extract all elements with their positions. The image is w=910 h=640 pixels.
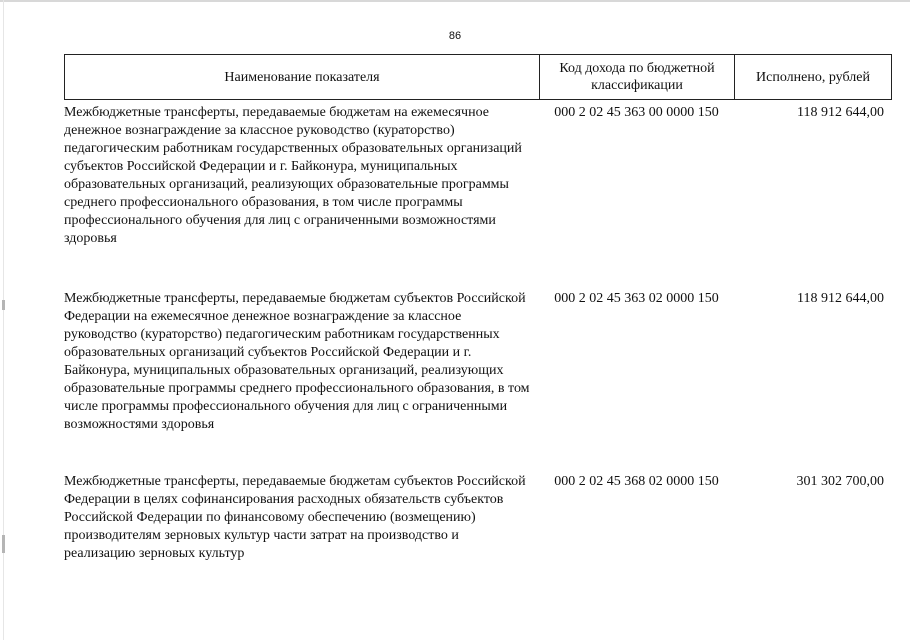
header-name: Наименование показателя <box>65 55 540 99</box>
row-name: Межбюджетные трансферты, передаваемые бюджетам субъектов Российской Федерации на ежемесячное денежное вознаграждение за классное руководство (кураторство) педагогическим работникам государственных образовательных организаций субъектов Российской Федерации и г. Байконура, муниципальных образовательных организаций, реализующих образовательные программы среднего профессионального образования, в том числе программы профессионального обучения для лиц с ограниченными возможностями здоровья <box>64 291 530 432</box>
scan-mark <box>2 300 5 310</box>
row-code: 000 2 02 45 363 02 0000 150 <box>554 291 719 306</box>
scan-edge-top <box>0 0 910 2</box>
header-code: Код дохода по бюджетной классификации <box>540 55 735 99</box>
row-amount: 301 302 700,00 <box>796 474 884 489</box>
scan-mark <box>2 535 5 553</box>
header-executed: Исполнено, рублей <box>756 69 870 85</box>
row-name: Межбюджетные трансферты, передаваемые бюджетам субъектов Российской Федерации в целях софинансирования расходных обязательств субъектов Российской Федерации по финансовому обеспечению (возмещению) производителям зерновых культур части затрат на производство и реализацию зерновых культур <box>64 474 526 561</box>
row-amount: 118 912 644,00 <box>797 105 884 120</box>
table-row <box>64 290 892 434</box>
page-number: 86 <box>448 30 462 42</box>
table-row <box>64 104 892 248</box>
row-code: 000 2 02 45 363 00 0000 150 <box>554 105 719 120</box>
table-header <box>64 54 892 100</box>
table-row <box>64 473 892 563</box>
row-amount: 118 912 644,00 <box>797 291 884 306</box>
row-code: 000 2 02 45 368 02 0000 150 <box>554 474 719 489</box>
row-name: Межбюджетные трансферты, передаваемые бюджетам на ежемесячное денежное вознаграждение за классное руководство (кураторство) педагогическим работникам государственных образовательных организаций субъектов Российской Федерации и г. Байконура, муниципальных образовательных организаций, реализующих образовательные программы среднего профессионального образования, в том числе программы профессионального обучения для лиц с ограниченными возможностями здоровья <box>64 105 522 246</box>
